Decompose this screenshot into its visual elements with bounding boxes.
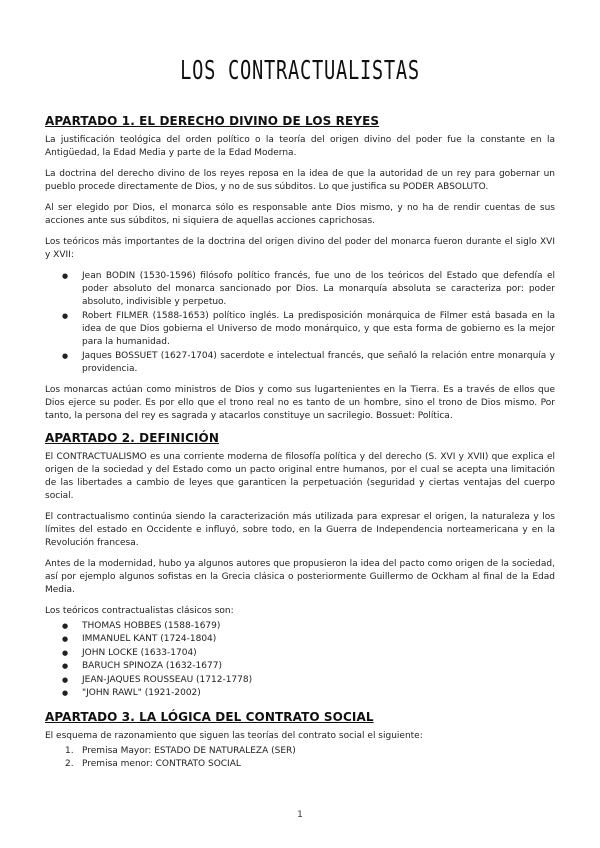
list-number: 1.: [65, 746, 74, 757]
premises-list: [45, 745, 555, 771]
section-2-paragraph: Antes de la modernidad, hubo ya algunos autores que propusieron la idea del pacto como origen de la sociedad, así por ejemplo algunos sofistas en la Grecia clásica o posteriormente Guillermo de Ockham al final de la Edad Media.: [45, 559, 555, 595]
list-item: ● JOHN LOCKE (1633-1704): [45, 647, 555, 660]
section-2-heading: APARTADO 2. DEFINICIÓN: [45, 431, 219, 445]
list-item: ● Jean BODIN (1530-1596) filósofo político francés, fue uno de los teóricos del Estado que defendía el poder absoluto del monarca sancionado por Dios. La monarquía absoluta se caracteriza por: poder absoluto, indivisible y perpetuo.: [45, 270, 555, 309]
section-2: [45, 431, 555, 700]
list-item: ● Jaques BOSSUET (1627-1704) sacerdote e intelectual francés, que señaló la relación entre monarquía y providencia.: [45, 350, 555, 376]
section-1-paragraph: Los teóricos más importantes de la doctrina del origen divino del poder del monarca fueron durante el siglo XVI y XVII:: [45, 237, 555, 260]
list-item: ● IMMANUEL KANT (1724-1804): [45, 633, 555, 646]
list-item-text: Premisa menor: CONTRATO SOCIAL: [82, 759, 241, 770]
section-3: [45, 710, 555, 771]
section-1-paragraph: La doctrina del derecho divino de los reyes reposa en la idea de que la autoridad de un rey para gobernar un pueblo procede directamente de Dios, y no de sus súbditos. Lo que justifica su PODER ABSOLUTO.: [45, 169, 555, 192]
section-2-paragraph: Los teóricos contractualistas clásicos son:: [45, 606, 234, 616]
list-item: [45, 745, 555, 758]
contractualists-list: [45, 620, 555, 700]
list-item: ● BARUCH SPINOZA (1632-1677): [45, 660, 555, 673]
section-1-heading: APARTADO 1. EL DERECHO DIVINO DE LOS REYES: [45, 114, 380, 128]
list-number: 2.: [65, 759, 74, 770]
section-2-paragraph: El CONTRACTUALISMO es una corriente moderna de filosofía política y del derecho (S. XVI y XVII) que explica el origen de la sociedad y del Estado como un pacto original entre humanos, por el cual se acepta una limitación de las libertades a cambio de leyes que garanticen la perpetuación (seguridad y ciertas ventajas del cuerpo social.: [45, 452, 555, 501]
section-3-heading: APARTADO 3. LA LÓGICA DEL CONTRATO SOCIAL: [45, 710, 374, 725]
list-item: [45, 758, 555, 771]
section-1-paragraph: Los monarcas actúan como ministros de Dios y como sus lugartenientes en la Tierra. Es a través de ellos que Dios ejerce su poder. Es por ello que el trono real no es tanto de un hombre, sino el trono de Dios mismo. Por tanto, la persona del rey es sagrada y atacarlos constituye un sacrilegio. Bossuet: Política.: [45, 385, 555, 421]
list-item: ● JEAN-JAQUES ROUSSEAU (1712-1778): [45, 674, 555, 687]
section-3-paragraph: El esquema de razonamiento que siguen las teorías del contrato social el siguiente:: [45, 731, 423, 742]
section-1: [45, 114, 555, 423]
list-item-text: Premisa Mayor: ESTADO DE NATURALEZA (SER): [82, 746, 296, 757]
document-body: [45, 114, 555, 771]
section-1-paragraph: La justificación teológica del orden político o la teoría del origen divino del poder fue la constante en la Antigüedad, la Edad Media y parte de la Edad Moderna.: [45, 135, 555, 158]
page-title: LOS CONTRACTUALISTAS: [180, 56, 420, 86]
section-2-paragraph: El contractualismo continúa siendo la caracterización más utilizada para expresar el origen, la naturaleza y los límites del estado en Occidente e influyó, sobre todo, en la Guerra de Independencia norteamericana y en la Revolución francesa.: [45, 512, 555, 548]
section-1-paragraph: Al ser elegido por Dios, el monarca sólo es responsable ante Dios mismo, y no ha de rendir cuentas de sus acciones ante sus súbditos, ni siquiera de aquellas acciones caprichosas.: [45, 203, 555, 226]
list-item: ● THOMAS HOBBES (1588-1679): [45, 620, 555, 633]
list-item: ● Robert FILMER (1588-1653) político inglés. La predisposición monárquica de Filmer está basada en la idea de que Dios gobierna el Universo de modo monárquico, y que esta forma de gobierno es la mejor para la humanidad.: [45, 310, 555, 349]
list-item: ● "JOHN RAWL" (1921-2002): [45, 687, 555, 700]
theorists-list: [45, 270, 555, 376]
page-number: 1: [297, 810, 303, 820]
